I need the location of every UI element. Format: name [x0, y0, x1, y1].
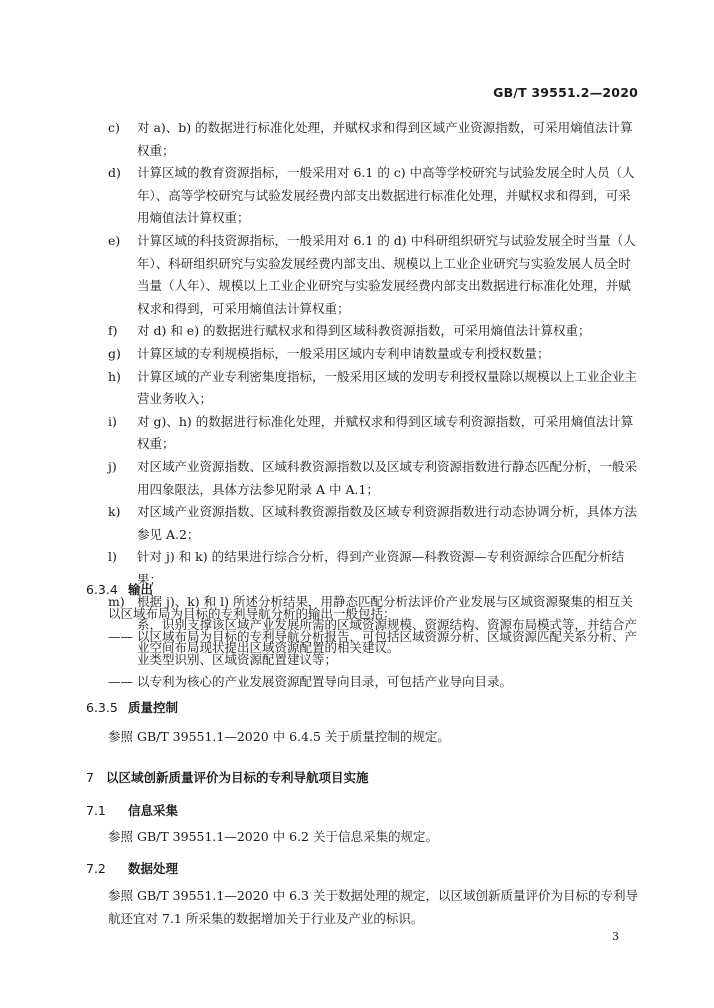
item-text: 计算区域的产业专利密集度指标，一般采用区域的发明专利授权量除以规模以上工业企业主营业务收入；	[137, 368, 638, 407]
item-mark: e)	[108, 232, 121, 248]
info-collection-text: 参照 GB/T 39551.1—2020 中 6.2 关于信息采集的规定。	[108, 829, 438, 844]
item-text: 以区域布局为目标的专利导航分析报告，可包括区域资源分析、区域资源匹配关系分析、产业类型识别、区域资源配置建议等；	[137, 629, 638, 667]
dash-mark: ——	[108, 629, 133, 644]
item-mark: l)	[108, 549, 117, 565]
section-heading-7	[86, 768, 369, 786]
section-title: 数据处理	[128, 861, 179, 876]
list-item	[108, 501, 640, 546]
item-text: 计算区域的科技资源指标，一般采用对 6.1 的 d) 中科研组织研究与试验发展全时当量（人年）、科研组织研究与实验发展经费内部支出、规模以上工业企业研究与实验发展人员全时当量（人年）、规模以上工业企业研究与实验发展经费内部支出数据进行标准化处理，并赋权求和得到，可采用熵值法计算权重；	[137, 232, 636, 316]
section-heading-6-3-5	[86, 698, 178, 716]
quality-control-text: 参照 GB/T 39551.1—2020 中 6.4.5 关于质量控制的规定。	[108, 729, 450, 744]
section-heading-6-3-4	[86, 580, 153, 598]
section-number: 7	[86, 770, 94, 785]
item-mark: j)	[108, 458, 117, 474]
list-item	[108, 343, 640, 366]
section-number: 6.3.4	[86, 582, 118, 597]
list-item	[108, 117, 640, 162]
processing-steps-list	[108, 117, 640, 659]
section-heading-7-2	[86, 859, 178, 877]
item-text: 计算区域的专利规模指标，一般采用区域内专利申请数量或专利授权数量；	[137, 345, 550, 361]
list-item	[108, 626, 640, 671]
section-heading-7-1	[86, 801, 178, 819]
section-title: 质量控制	[128, 700, 179, 715]
section-number: 7.2	[86, 861, 106, 876]
item-mark: h)	[108, 368, 121, 384]
item-text: 根据 j)、k) 和 l) 所述分析结果，用静态匹配分析法评价产业发展与区域资源聚集的相互关系，识别支撑该区域产业发展所需的区域资源规模、资源结构、资源布局模式等，并结合产业空间布局现状提出区域资源配置的相关建议。	[137, 594, 638, 655]
item-text: 对区域产业资源指数、区域科教资源指数以及区域专利资源指数进行静态匹配分析，一般采用四象限法，具体方法参见附录 A 中 A.1；	[137, 458, 638, 497]
item-text: 对区域产业资源指数、区域科教资源指数及区域专利资源指数进行动态协调分析，具体方法参见 A.2；	[137, 504, 638, 542]
section-title: 信息采集	[128, 803, 179, 818]
list-item	[108, 456, 640, 501]
data-processing-text: 参照 GB/T 39551.1—2020 中 6.3 关于数据处理的规定，以区域创新质量评价为目标的专利导航还宜对 7.1 所采集的数据增加关于行业及产业的标识。	[108, 888, 638, 926]
section-title: 输出	[128, 582, 154, 597]
list-item	[108, 162, 640, 230]
item-mark: c)	[108, 120, 120, 135]
item-text: 对 g)、h) 的数据进行标准化处理，并赋权求和得到区域专利资源指数，可采用熵值法计算权重；	[137, 413, 634, 452]
item-mark: g)	[108, 345, 121, 361]
standard-code-header: GB/T 39551.2—2020	[493, 85, 638, 100]
item-mark: i)	[108, 413, 117, 429]
item-text: 对 d) 和 e) 的数据进行赋权求和得到区域科教资源指数，可采用熵值法计算权重；	[137, 323, 591, 339]
dash-mark: ——	[108, 674, 133, 690]
item-mark: f)	[108, 323, 118, 339]
output-list	[108, 626, 640, 694]
list-item	[108, 366, 640, 411]
page-number: 3	[612, 930, 619, 943]
section-title: 以区域创新质量评价为目标的专利导航项目实施	[106, 770, 369, 785]
item-text: 以专利为核心的产业发展资源配置导向目录，可包括产业导向目录。	[137, 674, 513, 690]
section-number: 6.3.5	[86, 700, 118, 715]
item-text: 计算区域的教育资源指标，一般采用对 6.1 的 c) 中高等学校研究与试验发展全时人员（人年）、高等学校研究与试验发展经费内部支出数据进行标准化处理，并赋权求和得到，可采用熵值法计算权重；	[137, 165, 635, 226]
item-mark: k)	[108, 504, 121, 520]
item-mark: m)	[108, 594, 125, 610]
item-text: 对 a)、b) 的数据进行标准化处理，并赋权求和得到区域产业资源指数，可采用熵值法计算权重；	[137, 120, 633, 158]
section-number: 7.1	[86, 803, 106, 818]
list-item	[108, 671, 640, 694]
item-text: 针对 j) 和 k) 的结果进行综合分析，得到产业资源—科教资源—专利资源综合匹配分析结果；	[137, 549, 625, 587]
output-intro: 以区域布局为目标的专利导航分析的输出一般包括：	[108, 606, 396, 621]
item-mark: d)	[108, 165, 121, 181]
list-item	[108, 411, 640, 456]
list-item	[108, 546, 640, 591]
list-item	[108, 320, 640, 343]
list-item	[108, 230, 640, 320]
